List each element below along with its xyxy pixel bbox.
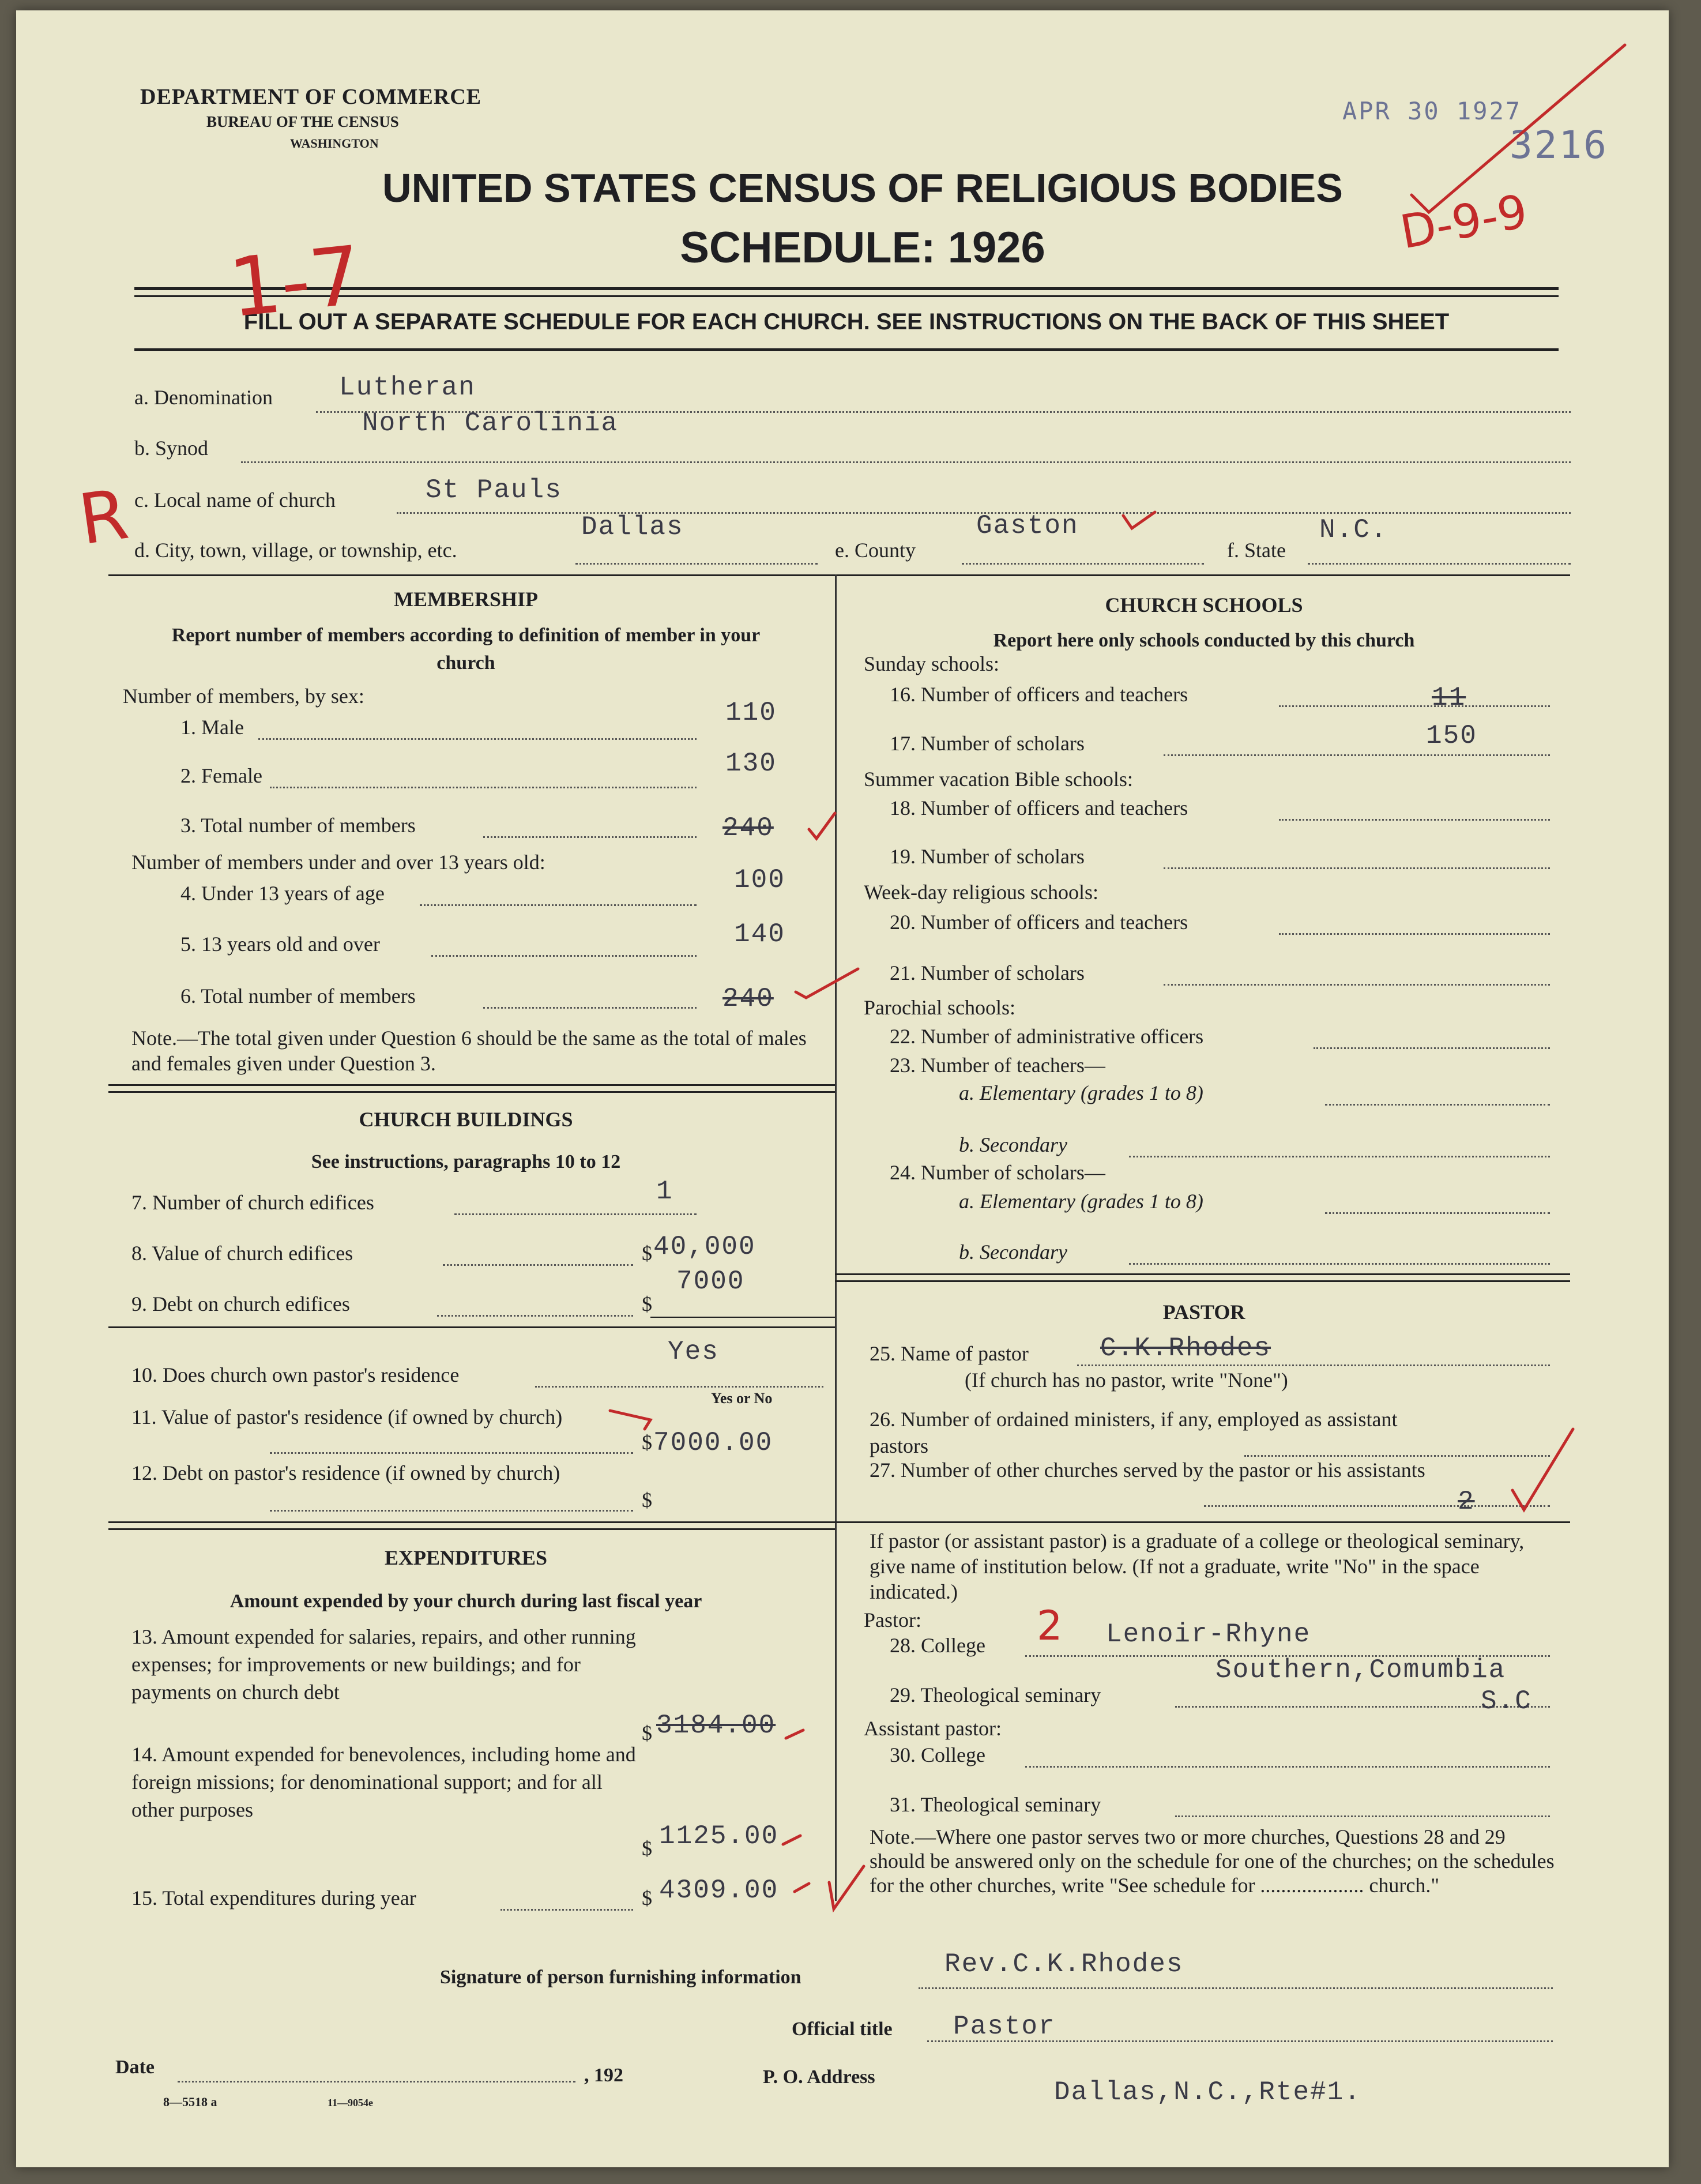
q22-label: 22. Number of administrative officers	[890, 1025, 1204, 1048]
church-name-value[interactable]: St Pauls	[426, 475, 562, 505]
print-number: 11—9054e	[328, 2097, 373, 2108]
official-title-value[interactable]: Pastor	[953, 2012, 1056, 2042]
q28-label: 28. College	[890, 1634, 985, 1657]
county-value[interactable]: Gaston	[976, 511, 1079, 541]
q9-value[interactable]: 7000	[676, 1266, 745, 1296]
q27-value[interactable]: 2	[1458, 1487, 1475, 1517]
department-name: DEPARTMENT OF COMMERCE	[140, 85, 482, 109]
q16-value[interactable]: 11	[1432, 683, 1466, 713]
bureau-name: BUREAU OF THE CENSUS	[206, 113, 399, 130]
denomination-value[interactable]: Lutheran	[339, 373, 476, 403]
pastor-note: Note.—Where one pastor serves two or more churches, Questions 28 and 29 should be answered only on the schedule for one of the churches; on the schedules for the other churches, write "See schedule for .................... church."	[870, 1825, 1555, 1897]
q29-label: 29. Theological seminary	[890, 1683, 1101, 1706]
age-label: Number of members under and over 13 years old:	[131, 851, 545, 874]
q13-value[interactable]: 3184.00	[656, 1711, 776, 1741]
q3-value[interactable]: 240	[722, 813, 774, 843]
q24b-label: b. Secondary	[959, 1241, 1067, 1264]
address-value[interactable]: Dallas,N.C.,Rte#1.	[1054, 2077, 1361, 2107]
red-check-q27	[1512, 1429, 1573, 1510]
q3-label: 3. Total number of members	[180, 814, 416, 837]
red-ink-code: D-9-9	[1396, 184, 1531, 260]
q19-label: 19. Number of scholars	[890, 845, 1085, 868]
q30-label: 30. College	[890, 1743, 985, 1766]
q13-label: 13. Amount expended for salaries, repairs, and other running expenses; for improvements or new buildings; and for payments on church debt	[131, 1625, 636, 1704]
assistant-label: Assistant pastor:	[864, 1717, 1002, 1740]
q11-value[interactable]: 7000.00	[653, 1428, 773, 1458]
red-mark-q14	[783, 1836, 800, 1844]
q24a-label: a. Elementary (grades 1 to 8)	[959, 1190, 1203, 1213]
q25-label: 25. Name of pastor	[870, 1342, 1029, 1365]
q2-value[interactable]: 130	[725, 749, 777, 779]
synod-value[interactable]: North Carolinia	[362, 408, 619, 438]
city-name: WASHINGTON	[290, 136, 379, 151]
q4-label: 4. Under 13 years of age	[180, 882, 385, 905]
weekday-label: Week-day religious schools:	[864, 881, 1099, 904]
date-year-suffix: , 192	[584, 2065, 623, 2086]
q12-label: 12. Debt on pastor's residence (if owned by church)	[131, 1461, 560, 1484]
q18-label: 18. Number of officers and teachers	[890, 796, 1188, 820]
q6-label: 6. Total number of members	[180, 984, 416, 1008]
q10-label: 10. Does church own pastor's residence	[131, 1363, 460, 1386]
q10-value[interactable]: Yes	[668, 1337, 719, 1367]
form-title: UNITED STATES CENSUS OF RELIGIOUS BODIES	[382, 166, 1343, 210]
q8-label: 8. Value of church edifices	[131, 1242, 353, 1265]
buildings-subheading: See instructions, paragraphs 10 to 12	[311, 1151, 621, 1172]
received-date-stamp: APR 30 1927	[1342, 97, 1522, 125]
graduate-note: If pastor (or assistant pastor) is a graduate of a college or theological seminary, give name of institution below. (If not a graduate, write "No" in the space indicated.)	[870, 1529, 1525, 1603]
address-label: P. O. Address	[763, 2066, 875, 2088]
census-form-sheet: DEPARTMENT OF COMMERCE BUREAU OF THE CENSUS WASHINGTON UNITED STATES CENSUS OF RELIGIOUS BODIES SCHEDULE: 1926 FILL OUT A SEPARATE SCHEDULE FOR EACH CHURCH. SEE INSTRUCTIONS ON THE BACK OF THIS SHEET APR 30 1927 3216 1-7 D-9-9 R a. Denomination Lutheran North Carolinia b. Synod c. Local name of church St Pauls Dallas Gaston N.C. d. City, town, village, or township, etc. e. County f. State MEMBERSHIP Report number of members according to definition of member in your church Number of members, by sex: 1. Male 110 2. Female 130 3. Total number of members 240 Number of members under and over 13 years old: 4. Under 13 years of age 100 5. 13 years old and over 140 6. Total number of members 240 Note.—The total given under Question 6 should be the same as the total of males and females given under Question 3. CHURCH BUILDINGS See instructions, paragraphs 10 to 12 7. Number of church edifices 1 8. Value of church edifices $ 40,000 7000 9. Debt on church edifices $ Yes 10. Does church own pastor's residence Yes or No 11. Value of pastor's residence (if owned by church) $ 7000.00 12. Debt on pastor's residence (if owned by church) $ EXPENDITURES Amount expended by your church during last fiscal year 13. Amount expended for salaries, repairs, and other running expenses; for improvements or new buildings; and for payments on church debt $ 3184.00 14. Amount expended for benevolences, including home and foreign missions; for denominational support; and for all other purposes $ 1125.00 15. Total expenditures during year $ 4309.00 CHURCH SCHOOLS Report here only schools conducted by this church Sunday schools: 16. Number of officers and teachers 11 17. Number of scholars 150 Summer vacation Bible schools: 18. Number of officers and teachers 19. Number of scholars Week-day religious schools: 20. Number of officers and teachers 21. Number of scholars Parochial schools: 22. Number of administrative officers 23. Number of teachers— a. Elementary (grades 1 to 8) b. Secondary 24. Number of scholars— a. Elementary (grades 1 to 8) b. Secondary PASTOR 25. Name of pastor C.K.Rhodes (If church has no pastor, write "None") 26. Number of ordained ministers, if any, employed as assistant pastors 27. Number of other churches served by the pastor or his assistants 2 If pastor (or assistant pastor) is a graduate of a college or theological seminary, give name of institution below. (If not a graduate, write "No" in the space indicated.) Pastor: 28. College Lenoir-Rhyne 2 Southern,Comumbia 29. Theological seminary S.C Assistant pastor: 30. College 31. Theological seminary Note.—Where one pastor serves two or more churches, Questions 28 and 29 should be answered only on the schedule for one of the churches; on the schedules for the other churches, write "See schedule for .................... church." Signature of person furnishing information Rev.C.K.Rhodes Official title Pastor Date , 192 P. O. Address Dallas,N.C.,Rte#1. 8—5518 a 11—9054e	[16, 10, 1669, 2167]
red-check-county	[1123, 512, 1155, 528]
q2-label: 2. Female	[180, 764, 262, 787]
red-check-q6	[796, 969, 858, 998]
signature-value[interactable]: Rev.C.K.Rhodes	[944, 1949, 1184, 1979]
q1-label: 1. Male	[180, 716, 244, 739]
pastor-sublabel: Pastor:	[864, 1608, 922, 1632]
form-subtitle: SCHEDULE: 1926	[680, 223, 1045, 272]
q23b-label: b. Secondary	[959, 1133, 1067, 1156]
q7-label: 7. Number of church edifices	[131, 1191, 374, 1214]
state-label: f. State	[1227, 539, 1286, 562]
red-check-q3	[809, 813, 835, 839]
q1-value[interactable]: 110	[725, 698, 777, 728]
q4-value[interactable]: 100	[734, 865, 785, 895]
q21-label: 21. Number of scholars	[890, 961, 1085, 984]
red-check-header	[1412, 45, 1625, 212]
q31-label: 31. Theological seminary	[890, 1793, 1101, 1816]
q14-value[interactable]: 1125.00	[659, 1821, 779, 1851]
red-check-total	[829, 1866, 864, 1909]
q23-label: 23. Number of teachers—	[890, 1054, 1105, 1077]
red-ink-margin-mark: R	[74, 474, 133, 561]
q6-value[interactable]: 240	[722, 984, 774, 1014]
q11-label: 11. Value of pastor's residence (if owned by church)	[131, 1405, 563, 1429]
buildings-heading: CHURCH BUILDINGS	[359, 1108, 573, 1131]
county-label: e. County	[835, 539, 916, 562]
state-value[interactable]: N.C.	[1319, 515, 1388, 545]
sunday-label: Sunday schools:	[864, 652, 1000, 675]
expenditures-subheading: Amount expended by your church during last fiscal year	[229, 1591, 702, 1612]
denomination-label: a. Denomination	[134, 386, 273, 409]
red-ink-checkmarks	[16, 10, 1669, 2167]
red-arrow-q11	[610, 1411, 650, 1429]
summer-label: Summer vacation Bible schools:	[864, 768, 1133, 791]
q9-label: 9. Debt on church edifices	[131, 1292, 350, 1315]
schools-heading: CHURCH SCHOOLS	[1105, 593, 1303, 617]
expenditures-heading: EXPENDITURES	[384, 1546, 548, 1569]
q20-label: 20. Number of officers and teachers	[890, 911, 1188, 934]
red-ink-mark: 1-7	[225, 228, 366, 336]
schools-subheading: Report here only schools conducted by this church	[993, 630, 1415, 651]
q28-value[interactable]: Lenoir-Rhyne	[1106, 1619, 1311, 1649]
q16-label: 16. Number of officers and teachers	[890, 683, 1188, 706]
q24-label: 24. Number of scholars—	[890, 1161, 1105, 1184]
church-name-label: c. Local name of church	[134, 488, 336, 512]
form-number: 8—5518 a	[163, 2095, 217, 2109]
membership-heading: MEMBERSHIP	[393, 588, 538, 611]
synod-label: b. Synod	[134, 437, 209, 460]
q26-label: 26. Number of ordained ministers, if any, employed as assistant pastors	[870, 1408, 1398, 1457]
membership-note: Note.—The total given under Question 6 should be the same as the total of males and females given under Question 3.	[131, 1027, 807, 1075]
red-ink-college-mark: 2	[1037, 1602, 1063, 1649]
q27-label: 27. Number of other churches served by the pastor or his assistants	[870, 1458, 1425, 1482]
q17-label: 17. Number of scholars	[890, 732, 1085, 755]
city-label: d. City, town, village, or township, etc.	[134, 539, 457, 562]
q8-value[interactable]: 40,000	[653, 1232, 756, 1262]
red-mark-q15	[795, 1884, 809, 1892]
red-mark-q13	[786, 1730, 803, 1738]
q15-value[interactable]: 4309.00	[659, 1875, 779, 1905]
q25-value[interactable]: C.K.Rhodes	[1100, 1333, 1271, 1363]
official-title-label: Official title	[792, 2018, 893, 2040]
parochial-label: Parochial schools:	[864, 996, 1015, 1019]
q17-value[interactable]: 150	[1426, 721, 1477, 751]
q5-label: 5. 13 years old and over	[180, 933, 380, 956]
by-sex-label: Number of members, by sex:	[123, 685, 364, 708]
q23a-label: a. Elementary (grades 1 to 8)	[959, 1081, 1203, 1104]
q29-value-line2[interactable]: S.C	[1481, 1686, 1532, 1716]
q15-label: 15. Total expenditures during year	[131, 1886, 416, 1909]
pastor-heading: PASTOR	[1162, 1300, 1245, 1324]
date-label: Date	[115, 2057, 155, 2078]
membership-subheading: Report number of members according to definition of member in your church	[171, 625, 761, 674]
q25-hint: (If church has no pastor, write "None")	[965, 1369, 1288, 1392]
q7-value[interactable]: 1	[656, 1176, 673, 1206]
schedule-number-stamp: 3216	[1510, 123, 1608, 167]
signature-label: Signature of person furnishing information	[440, 1967, 801, 1988]
q5-value[interactable]: 140	[734, 919, 785, 949]
form-instruction: FILL OUT A SEPARATE SCHEDULE FOR EACH CHURCH. SEE INSTRUCTIONS ON THE BACK OF THIS SHEET	[243, 309, 1450, 334]
q14-label: 14. Amount expended for benevolences, including home and foreign missions; for denominational support; and for all other purposes	[131, 1743, 636, 1821]
q29-value-line1[interactable]: Southern,Comumbia	[1215, 1655, 1506, 1685]
q10-hint: Yes or No	[711, 1390, 773, 1407]
city-value[interactable]: Dallas	[581, 512, 684, 542]
